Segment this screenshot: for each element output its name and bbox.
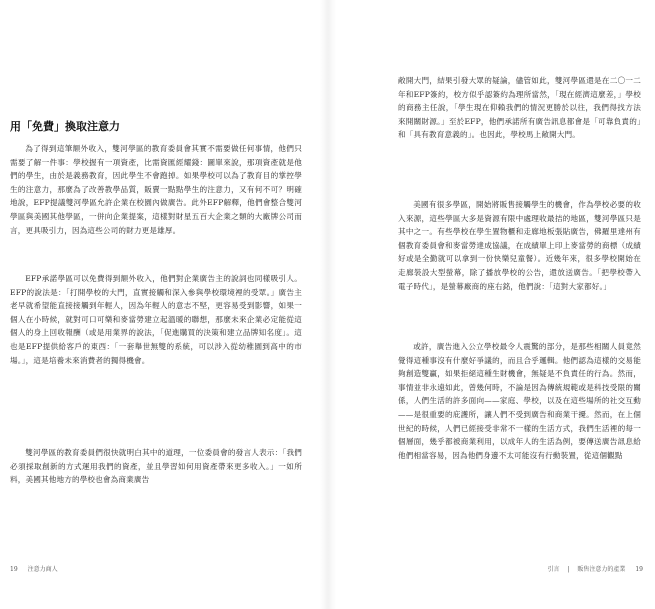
right-paragraph-3: 或許，廣告進入公立學校最令人震驚的部分，是那些相關人員竟然覺得這種事沒有什麼好爭議的，而且合乎邏輯。他們認為這樣的交易能夠創造雙贏，如果拒絕這種生財機會，無疑是不負責任的行為。然而，事情並非永遠如此，曾幾何時，不論是因為傳統規範或是科技受限的關係，人們生活的許多面向——家庭、學校，以及在這些場所的社交互動——是很重要的庇護所，讓人們不受到廣告和商業干擾。然而，在上個世紀的時候，人們已經接受非常不一樣的生活方式，我們生活裡的每一個層面，幾乎都被商業利用，以成年人的生活為例，要傳送廣告訊息給他們相當容易，因為他們身邊不太可能沒有行動裝置，從這個觀點 (398, 342, 641, 460)
right-paragraph-1: 敞開大門，結果引發大眾的疑論，儘管如此，雙河學區還是在二〇一二年和EFP簽約，校方似乎認簽約為理所當然，「現在經濟這麼差，」學校的商務主任說，「學生現在仰賴我們的情況更勝於以往，我們得找方法來開關財源。」至於EFP，他們承諾所有廣告訊息都會是「可靠負責的」和「具有教育意義的」。也因此，學校馬上敞開大門。 (398, 76, 641, 140)
right-page-footer (548, 564, 643, 573)
right-running-title: 販售注意力的產業 (577, 566, 626, 573)
left-page-footer (10, 564, 58, 573)
footer-separator: | (567, 566, 570, 573)
left-paragraph-1: 為了得到這筆額外收入，雙河學區的教育委員會其實不需要做任何事情，他們只需要了解一件事：學校握有一項資產，比需資匯經耀錢：圖單來說，那項資產就是他們的學生，由於是義務教育，因此學生不會跑掉。如果學校可以為了教育目的掌控學生的注意力，那麼為了改善教學品質，販賣一點點學生的注意力，又有何不可？明確地說，EFP提議雙河學區允許企業在校園內做廣告。此外EFP解釋，他們會整合雙河學區與美國其他學區，一併向企業提案，這樣對財星五百大企業之類的大廠牌公司而言，更具吸引力，因為這些公司的財力更是雄厚。 (10, 144, 302, 235)
left-paragraph-2: EFP承諾學區可以免費得到額外收入，他們對企業廣告主的說詞也同樣吸引人。EFP的說法是：「打開學校的大門，直實接觸和深入參與學校環境裡的受眾。」廣告主老早就希望能直接接觸到年輕人，因為年輕人的意志不堅，更容易受到影響，如果一個人在小時候，就對可口可樂和麥當勞建立起溫暖的聯想，那麼未來企業必定能從這個人的身上回收報酬（或是用業界的說法，「促進購買的決策和建立品牌知名度」。這也是EFP提供給客戶的東西：「一套舉世無雙的系統，可以涉入從幼稚園到高中的市場。」，這是培養未來消費者的獨得機會。 (10, 274, 302, 365)
right-section-label: 引言 (547, 566, 560, 573)
left-running-title: 注意力商人 (27, 566, 58, 573)
left-page-number: 19 (10, 566, 18, 573)
left-page (0, 0, 327, 609)
right-paragraph-2: 美國有很多學區，開始將販售接觸學生的機會，作為學校必要的收入來源，這些學區大多是資源有限中處理收最拮的地區，雙河學區只是其中之一。有些學校在學生置物櫃和走廊地板張貼廣告，佛羅里達州有個教育委員會和麥當勞達成協議，在成績單上印上麥當勞的商標（成績好或是全勤就可以拿到一份快樂兒童餐）。近幾年來，很多學校開始在走廊裝設大型螢幕，除了播放學校的公告，還放送廣告。「把學校帶入電子時代」，是螢幕廠商的座右銘，他們說：「這對大家都好。」 (398, 200, 641, 291)
section-heading: 用「免費」換取注意力 (10, 120, 120, 133)
right-page-number: 19 (635, 566, 643, 573)
left-paragraph-3: 雙河學區的教育委員們很快就明白其中的道理，一位委員會的發言人表示：「我們必須採取創新的方式運用我們的資產，並且學習如何用資產帶來更多收入。」一如所料，美國其他地方的學校也會為商業廣告 (10, 448, 302, 485)
